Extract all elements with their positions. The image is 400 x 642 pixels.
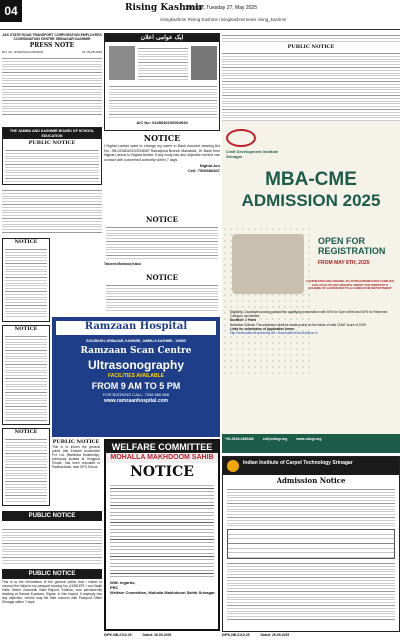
left-notice-2: NOTICE <box>2 325 50 425</box>
cdi-ad-body <box>222 226 400 453</box>
press-note-ref: Ref. No: JKSRTCECC/2025/01 <box>2 50 44 54</box>
press-note-date: Dt: 26.05.2025 <box>82 50 102 54</box>
masthead: Rising Kashmir <box>125 3 204 13</box>
urdu-heading: ایک عوامی اعلان <box>105 34 219 42</box>
ramzaan-web: www.ramzaanhospital.com <box>104 398 168 404</box>
footer-dipk-right: DIPK-NB-2110-25 Dated: 26-05-2025 <box>222 633 290 637</box>
iict-logo-icon <box>227 460 239 472</box>
cdi-ad-top <box>222 121 400 226</box>
header-date: Srinagar, Tuesday 27, May 2025 <box>185 5 257 11</box>
urdu-notice <box>104 33 220 131</box>
ramzaan-name: Ramzaan Hospital <box>56 321 216 335</box>
carpet-tech-notice <box>222 456 400 632</box>
notice-nighat-title: NOTICE <box>143 133 181 143</box>
cdi-application-link[interactable]: http://www.kashmiruniversity.net / www.kashmiruniversity.ac.in <box>230 331 318 336</box>
welfare-body <box>110 482 214 578</box>
welfare-sub: MOHALLA MAKHDOOM SAHIB <box>106 453 218 463</box>
ramzaan-us: Ultrasonography <box>87 358 184 372</box>
press-note-title: PRESS NOTE <box>29 42 75 49</box>
footer-dipk-left: DIPK-NB-2110-25 Dated: 26-05-2025 <box>104 633 172 637</box>
page-header <box>0 0 400 30</box>
notice-3: NOTICE <box>104 273 220 315</box>
bottom-public-notice-2: PUBLIC NOTICE This is to the information of the general public that I intend to connect the initial to my passport bearing No. A1981879. I am Saqib Hafiz Sekhri Zadoorah Bala Rajouri, Khalina, now permanently residing at Karnas Kupwara, Sigma. In this regard, if anybody has any objection, he/she may file their concern with Passport Office Srinagar within 7 days. <box>2 569 102 633</box>
ramzaan-fac: FACILITIES AVAILABLE <box>107 373 165 379</box>
cdi-scholarship: CANDIDATES BELONGING TO ARTISANS/WEAVER FAMILIES CAN AVAIL SCHOLARSHIPS UNDER THE MINISTRY'S SCHEME OF HANDICRAFTS & HANDLOOM DEPARTMENT <box>306 279 394 291</box>
ramzaan-addr: GOOJBAGH, SRINAGAR, KASHMIR, JAMMU & KASHMIR - 190005 <box>86 339 186 343</box>
welfare-committee-notice: WELFARE COMMITTEE MOHALLA MAKHDOOM SAHIB NOTICE With regards, PRC Welfare Committee, Mohalla Makhdoom Sahib Srinagar. <box>104 439 220 631</box>
notice-nighat <box>104 133 220 213</box>
carpet-title: Indian Institute of Carpet Technology Srinagar <box>243 460 353 466</box>
urdu-acno: A/C No: 0248040100004949 <box>136 120 188 125</box>
cdi-admission-title: ADMISSION 2025 <box>241 191 381 210</box>
jk-board-notice <box>2 127 102 185</box>
notice-nighat-body: I Nighat Lanker want to change my name in Bank Account bearing Act No.: SB-0248040100018087 Rawalpora Branch Mahabad, JK Bank from Nighat Lankar to Nighat Akhtar. If any body has any objection he/she can contact with concerned authority within 7 days <box>104 144 220 162</box>
notice-nighat-name: Nighat Aru <box>199 163 220 169</box>
jk-board-title: THE JAMMU AND KASHMIR BOARD OF SCHOOL EDUCATION <box>3 128 101 139</box>
cdi-open-registration: OPEN FOR REGISTRATION <box>318 236 386 256</box>
cdi-phone: +91-0194-2465480 <box>225 437 254 441</box>
cdi-email: cdi@cdisgr.org <box>262 437 288 441</box>
bottom-public-notice-1: PUBLIC NOTICE <box>2 511 102 525</box>
cdi-name: Craft Development Institute Srinagar <box>226 149 279 159</box>
ramzaan-centre: Ramzaan Scan Centre <box>80 346 192 356</box>
public-notice-emaarh: PUBLIC NOTICE This is to inform the general public that Emaarh Automotive Pvt. Ltd. (Mahindra Dealership), previously located at Tengpora Chowk, has been relocated to Panthachowk, near DPS School. <box>52 439 100 509</box>
cdi-details: Eligibility: Candidates having passed the qualifying examination with 50% for Open Merit and 45% for Reserved Category candidates. Duration: 2 Years Selection Criteria: The admission shall be made purely on the basis of valid CMAT score of 2025. Links for submission of Application forms: http://www.kashmiruniversity.net / www.kashmiruniversity.ac.in <box>230 310 395 335</box>
left-notice-text <box>2 188 102 236</box>
press-note-body <box>2 56 102 116</box>
cdi-photo <box>232 234 304 294</box>
press-note-head: J&K STATE ROAD TRANSPORT CORPORATION EMPLOYEES COORDINATION CENTRE SRINAGAR KASHMIR <box>2 33 102 41</box>
cdi-footer <box>222 434 400 453</box>
right-public-notice: PUBLIC NOTICE <box>222 33 400 121</box>
press-note-ad <box>2 33 102 125</box>
notice-tahzeeb: NOTICE Tahzeeb Mashooq Kaloo <box>104 215 220 271</box>
ramzaan-ad <box>52 317 220 437</box>
left-notice-3: NOTICE <box>2 428 50 506</box>
photo-2 <box>191 46 217 80</box>
social-handles: risingkashmir Rising Kashmir risingkashmirnews rising_kashmir <box>160 17 287 22</box>
notice-nighat-cell: Cell: 7006680847 <box>187 168 220 174</box>
jk-board-sub: PUBLIC NOTICE <box>28 140 76 146</box>
carpet-admission-notice: Admission Notice <box>276 476 346 485</box>
cdi-logo-icon <box>226 129 256 147</box>
carpet-table <box>227 529 395 559</box>
cdi-from-date: FROM MAY 8TH, 2025 <box>318 260 370 266</box>
photo-1 <box>109 46 135 80</box>
ramzaan-hours: FROM 9 AM TO 5 PM <box>91 381 181 391</box>
left-notice-1: NOTICE <box>2 238 50 322</box>
ramzaan-book: FOR BOOKING CALL: 7006 866 666 <box>102 392 170 397</box>
page-number: 04 <box>0 0 22 22</box>
cdi-mba-title: MBA-CME <box>265 169 357 190</box>
welfare-notice: NOTICE <box>130 464 194 480</box>
welfare-title: WELFARE COMMITTEE <box>106 441 218 453</box>
bottom-public-notice-1-body <box>2 527 102 567</box>
cdi-web: www.cdisgr.org <box>296 437 322 441</box>
